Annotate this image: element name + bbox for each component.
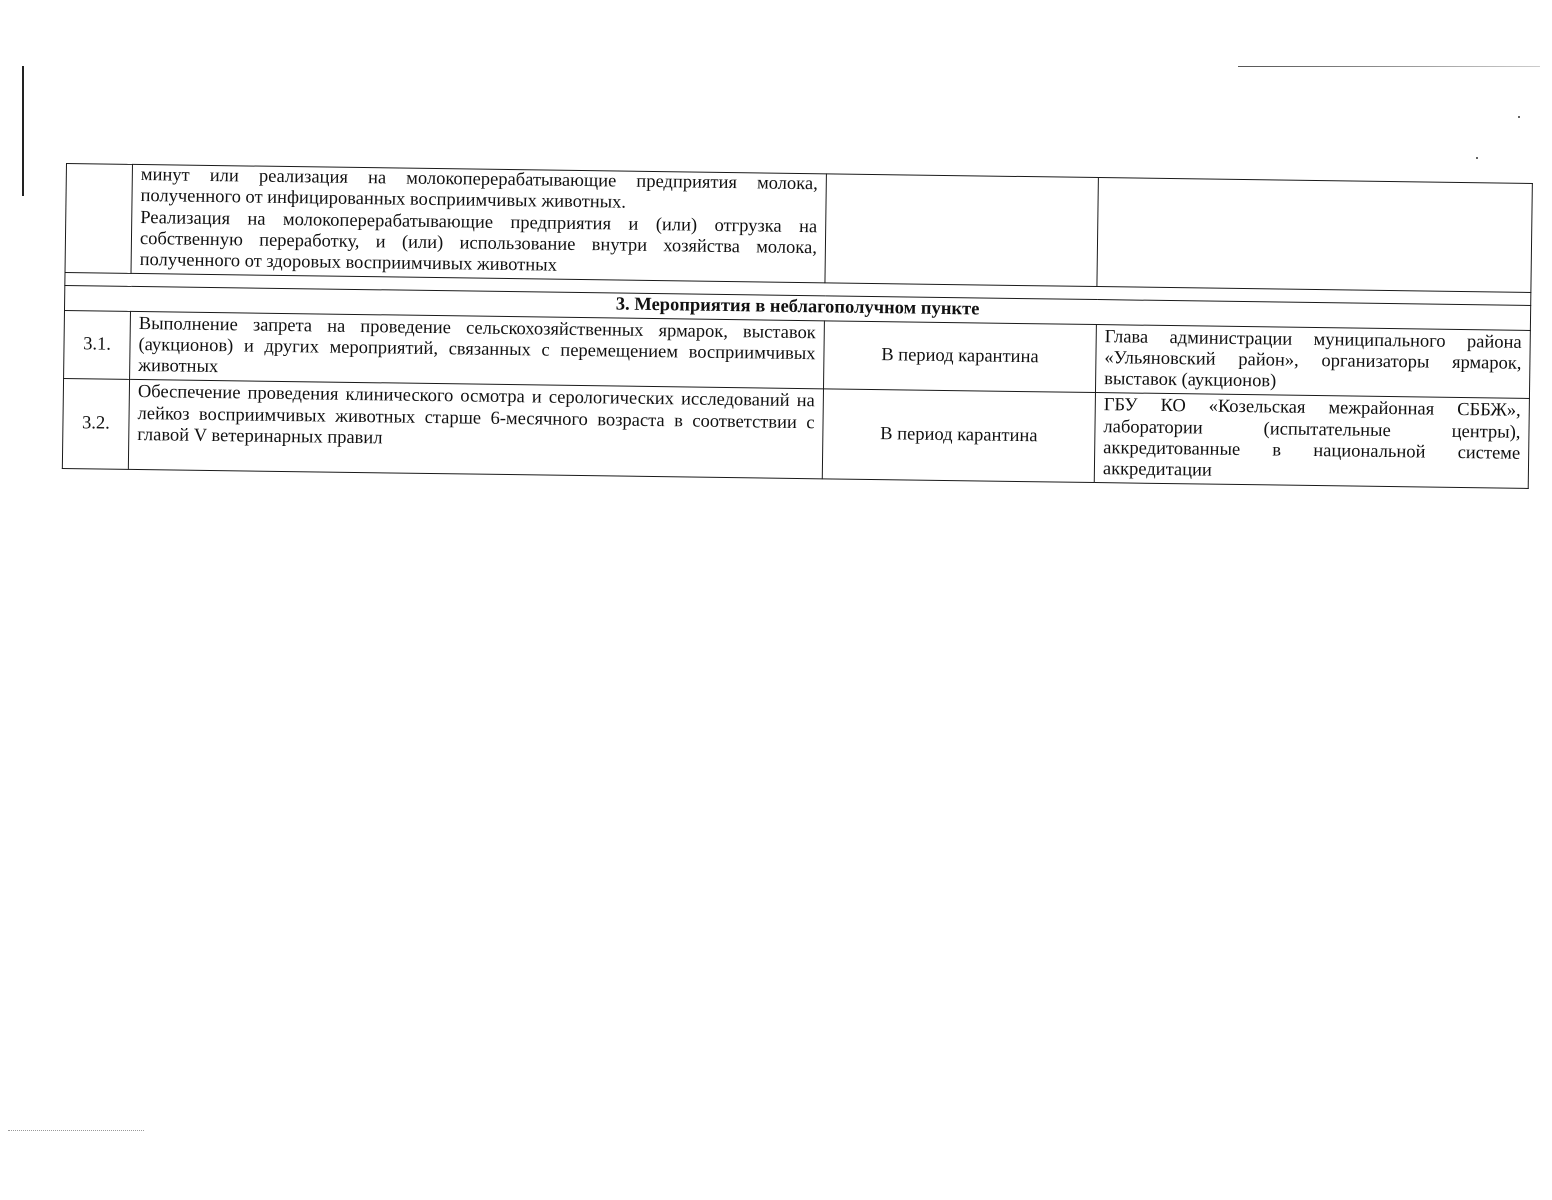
responsible-text: ГБУ КО «Козельская межрайонная СББЖ», лаборатории (испытательные центры), аккредитованные в национальной системе аккредитации [1094, 393, 1529, 489]
scan-edge-mark [22, 66, 24, 196]
row-number: 3.1. [64, 310, 131, 380]
scan-speck [1518, 116, 1520, 118]
measure-text: Реализация на молокоперерабатывающие предприятия и (или) отгрузка на собственную переработку, и (или) использование внутри хозяйства молока, полученного от здоровых восприимчивых животных [139, 207, 818, 276]
scan-bottom-dots [8, 1130, 144, 1132]
measures-table [62, 163, 1533, 489]
measure-text: Выполнение запрета на проведение сельскохозяйственных ярмарок, выставок (аукционов) и других мероприятий, связанных с перемещением восприимчивых животных [130, 311, 825, 389]
period-cell [825, 174, 1098, 287]
scan-speck [1476, 157, 1478, 159]
table-row-continuation [65, 164, 1532, 293]
row-number: 3.2. [62, 379, 129, 470]
section-title: 3. Мероприятия в неблагополучном пункте [64, 286, 1530, 330]
measures-table-container [62, 163, 1532, 489]
scan-top-line [1238, 66, 1540, 67]
measure-text: минут или реализация на молокоперерабатывающие предприятия молока, полученного от инфицированных восприимчивых животных. [140, 165, 818, 213]
responsible-cell [1097, 178, 1532, 293]
period-text: В период карантина [822, 389, 1095, 483]
measure-text: Обеспечение проведения клинического осмотра и серологических исследований на лейкоз восприимчивых животных старше 6-месячного возраста в соответствии с главой V ветеринарных правил [128, 380, 823, 480]
row-number-cell [65, 164, 132, 274]
measure-cell [131, 164, 826, 283]
table-row [62, 379, 1529, 489]
responsible-text: Глава администрации муниципального района «Ульяновский район», организаторы ярмарок, выставок (аукционов) [1095, 324, 1530, 399]
period-text: В период карантина [823, 320, 1096, 392]
